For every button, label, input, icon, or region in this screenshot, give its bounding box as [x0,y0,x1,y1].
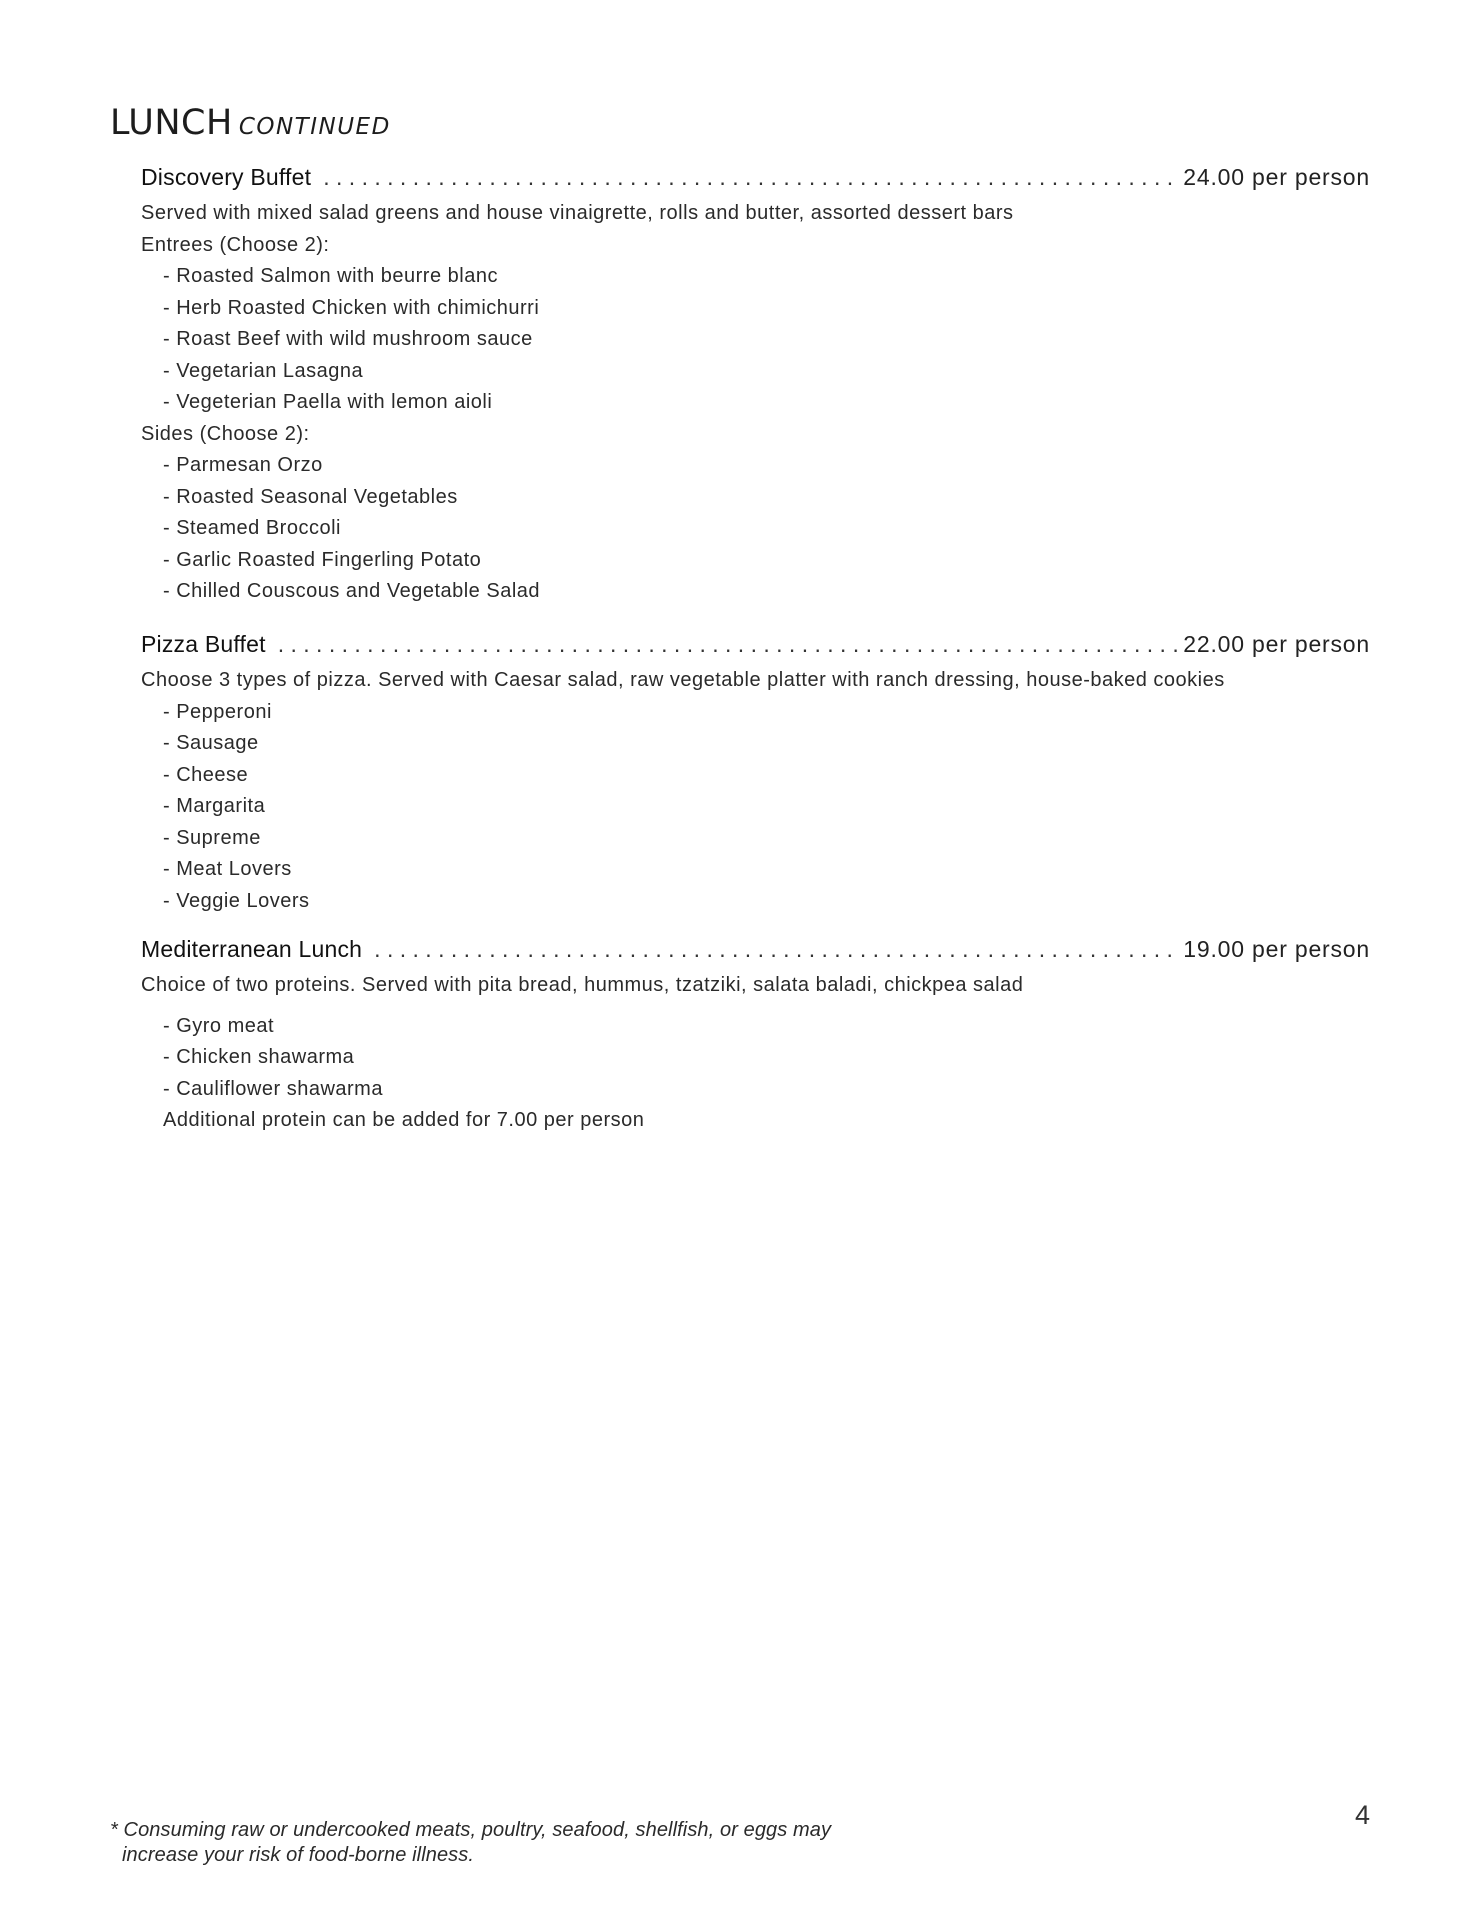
dot-leader [278,631,1180,658]
spacer [141,1002,1370,1011]
footnote-line-2: increase your risk of food-borne illness. [122,1844,475,1866]
list-item: - Roasted Seasonal Vegetables [163,485,458,508]
list-item: - Veggie Lovers [163,889,310,912]
footnote-line-1: * Consuming raw or undercooked meats, poultry, seafood, shellfish, or eggs may [110,1819,832,1841]
item-price: 19.00 per person [1183,936,1370,962]
item-title: Discovery Buffet [141,164,312,190]
heading-main: LUNCH [110,103,233,143]
dot-leader [374,936,1179,963]
list-item: - Roast Beef with wild mushroom sauce [163,328,533,350]
item-description: Served with mixed salad greens and house vinaigrette, rolls and butter, assorted dessert bars [141,202,1014,224]
list-item: - Parmesan Orzo [163,454,323,476]
additional-protein-note: Additional protein can be added for 7.00 per person [163,1109,645,1131]
dot-leader [323,164,1179,191]
list-item: - Steamed Broccoli [163,517,341,539]
discovery-buffet-section [141,164,1370,608]
item-title: Mediterranean Lunch [141,936,363,962]
list-item: - Herb Roasted Chicken with chimichurri [163,296,540,319]
list-item: - Supreme [163,826,261,849]
item-description: Choice of two proteins. Served with pita bread, hummus, tzatziki, salata baladi, chickpea salad [141,974,1024,996]
list-item: - Margarita [163,795,266,817]
list-item: - Gyro meat [163,1014,275,1037]
list-item: - Roasted Salmon with beurre blanc [163,265,498,287]
list-item: - Pepperoni [163,700,272,723]
list-item: - Sausage [163,732,259,754]
sides-label: Sides (Choose 2): [141,422,310,445]
list-item: - Garlic Roasted Fingerling Potato [163,548,482,571]
item-price: 22.00 per person [1183,631,1370,657]
item-description: Choose 3 types of pizza. Served with Caesar salad, raw vegetable platter with ranch dressing, house-baked cookies [141,669,1225,691]
heading-continued: CONTINUED [238,114,391,140]
footnote [110,1818,831,1868]
list-item: - Meat Lovers [163,858,292,880]
pizza-title-row [141,631,1370,665]
list-item: - Chicken shawarma [163,1046,355,1068]
list-item: - Cauliflower shawarma [163,1077,383,1100]
page-heading [110,103,391,143]
list-item: - Chilled Couscous and Vegetable Salad [163,580,541,602]
pizza-buffet-section [141,631,1370,917]
entrees-label: Entrees (Choose 2): [141,233,330,256]
list-item: - Vegetarian Lasagna [163,359,364,382]
mediterranean-lunch-section [141,936,1370,1137]
mediterranean-title-row [141,936,1370,970]
page-number: 4 [1355,1800,1371,1830]
discovery-title-row [141,164,1370,198]
list-item: - Cheese [163,763,249,786]
item-title: Pizza Buffet [141,631,266,657]
item-price: 24.00 per person [1183,164,1370,190]
list-item: - Vegeterian Paella with lemon aioli [163,391,493,413]
